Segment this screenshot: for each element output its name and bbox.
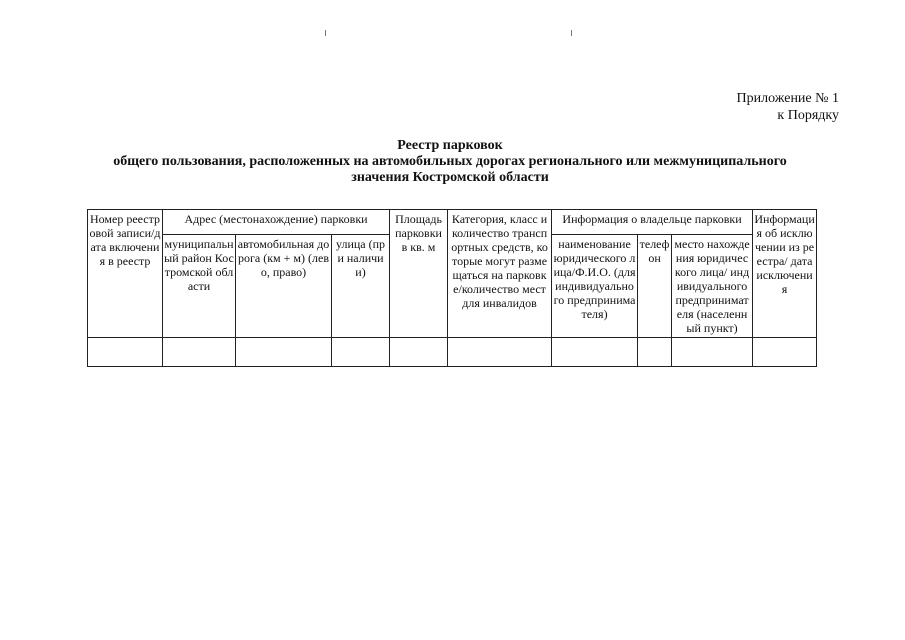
header-row-1 (88, 210, 817, 235)
document-title (40, 138, 860, 186)
scan-mark (571, 30, 572, 36)
header-owner-name: наименование юридического лица/Ф.И.О. (для индивидуального предпринимателя) (552, 235, 638, 338)
header-owner-group: Информация о владельце парковки (552, 210, 753, 235)
title-line-1: Реестр парковок (397, 138, 503, 153)
header-registry-number: Номер реестровой записи/дата включения в реестр (88, 210, 163, 338)
empty-cell (448, 338, 552, 367)
empty-cell (390, 338, 448, 367)
title-line-2: общего пользования, расположенных на автомобильных дорогах регионального или межмуниципального (113, 154, 787, 169)
header-road: автомобильная дорога (км + м) (лево, право) (236, 235, 332, 338)
title-line-3: значения Костромской области (351, 170, 549, 185)
appendix-line-2: к Порядку (777, 108, 839, 123)
header-district: муниципальный район Костромской области (163, 235, 236, 338)
header-owner-location: место нахождения юридического лица/ индивидуального предпринимателя (населенный пункт) (672, 235, 753, 338)
empty-cell (753, 338, 817, 367)
empty-cell (88, 338, 163, 367)
header-address-group: Адрес (местонахождение) парковки (163, 210, 390, 235)
scan-mark (325, 30, 326, 36)
header-street: улица (при наличии) (332, 235, 390, 338)
empty-cell (163, 338, 236, 367)
empty-cell (552, 338, 638, 367)
empty-cell (332, 338, 390, 367)
registry-table (87, 209, 817, 367)
header-phone: телефон (638, 235, 672, 338)
appendix-line-1: Приложение № 1 (736, 91, 839, 106)
table-row (88, 338, 817, 367)
header-area: Площадь парковки в кв. м (390, 210, 448, 338)
empty-cell (672, 338, 753, 367)
empty-cell (638, 338, 672, 367)
empty-cell (236, 338, 332, 367)
appendix-note (737, 90, 840, 124)
header-category: Категория, класс и количество транспортных средств, которые могут размещаться на парковке/количество мест для инвалидов (448, 210, 552, 338)
header-exclusion: Информация об исключении из реестра/ дата исключения (753, 210, 817, 338)
